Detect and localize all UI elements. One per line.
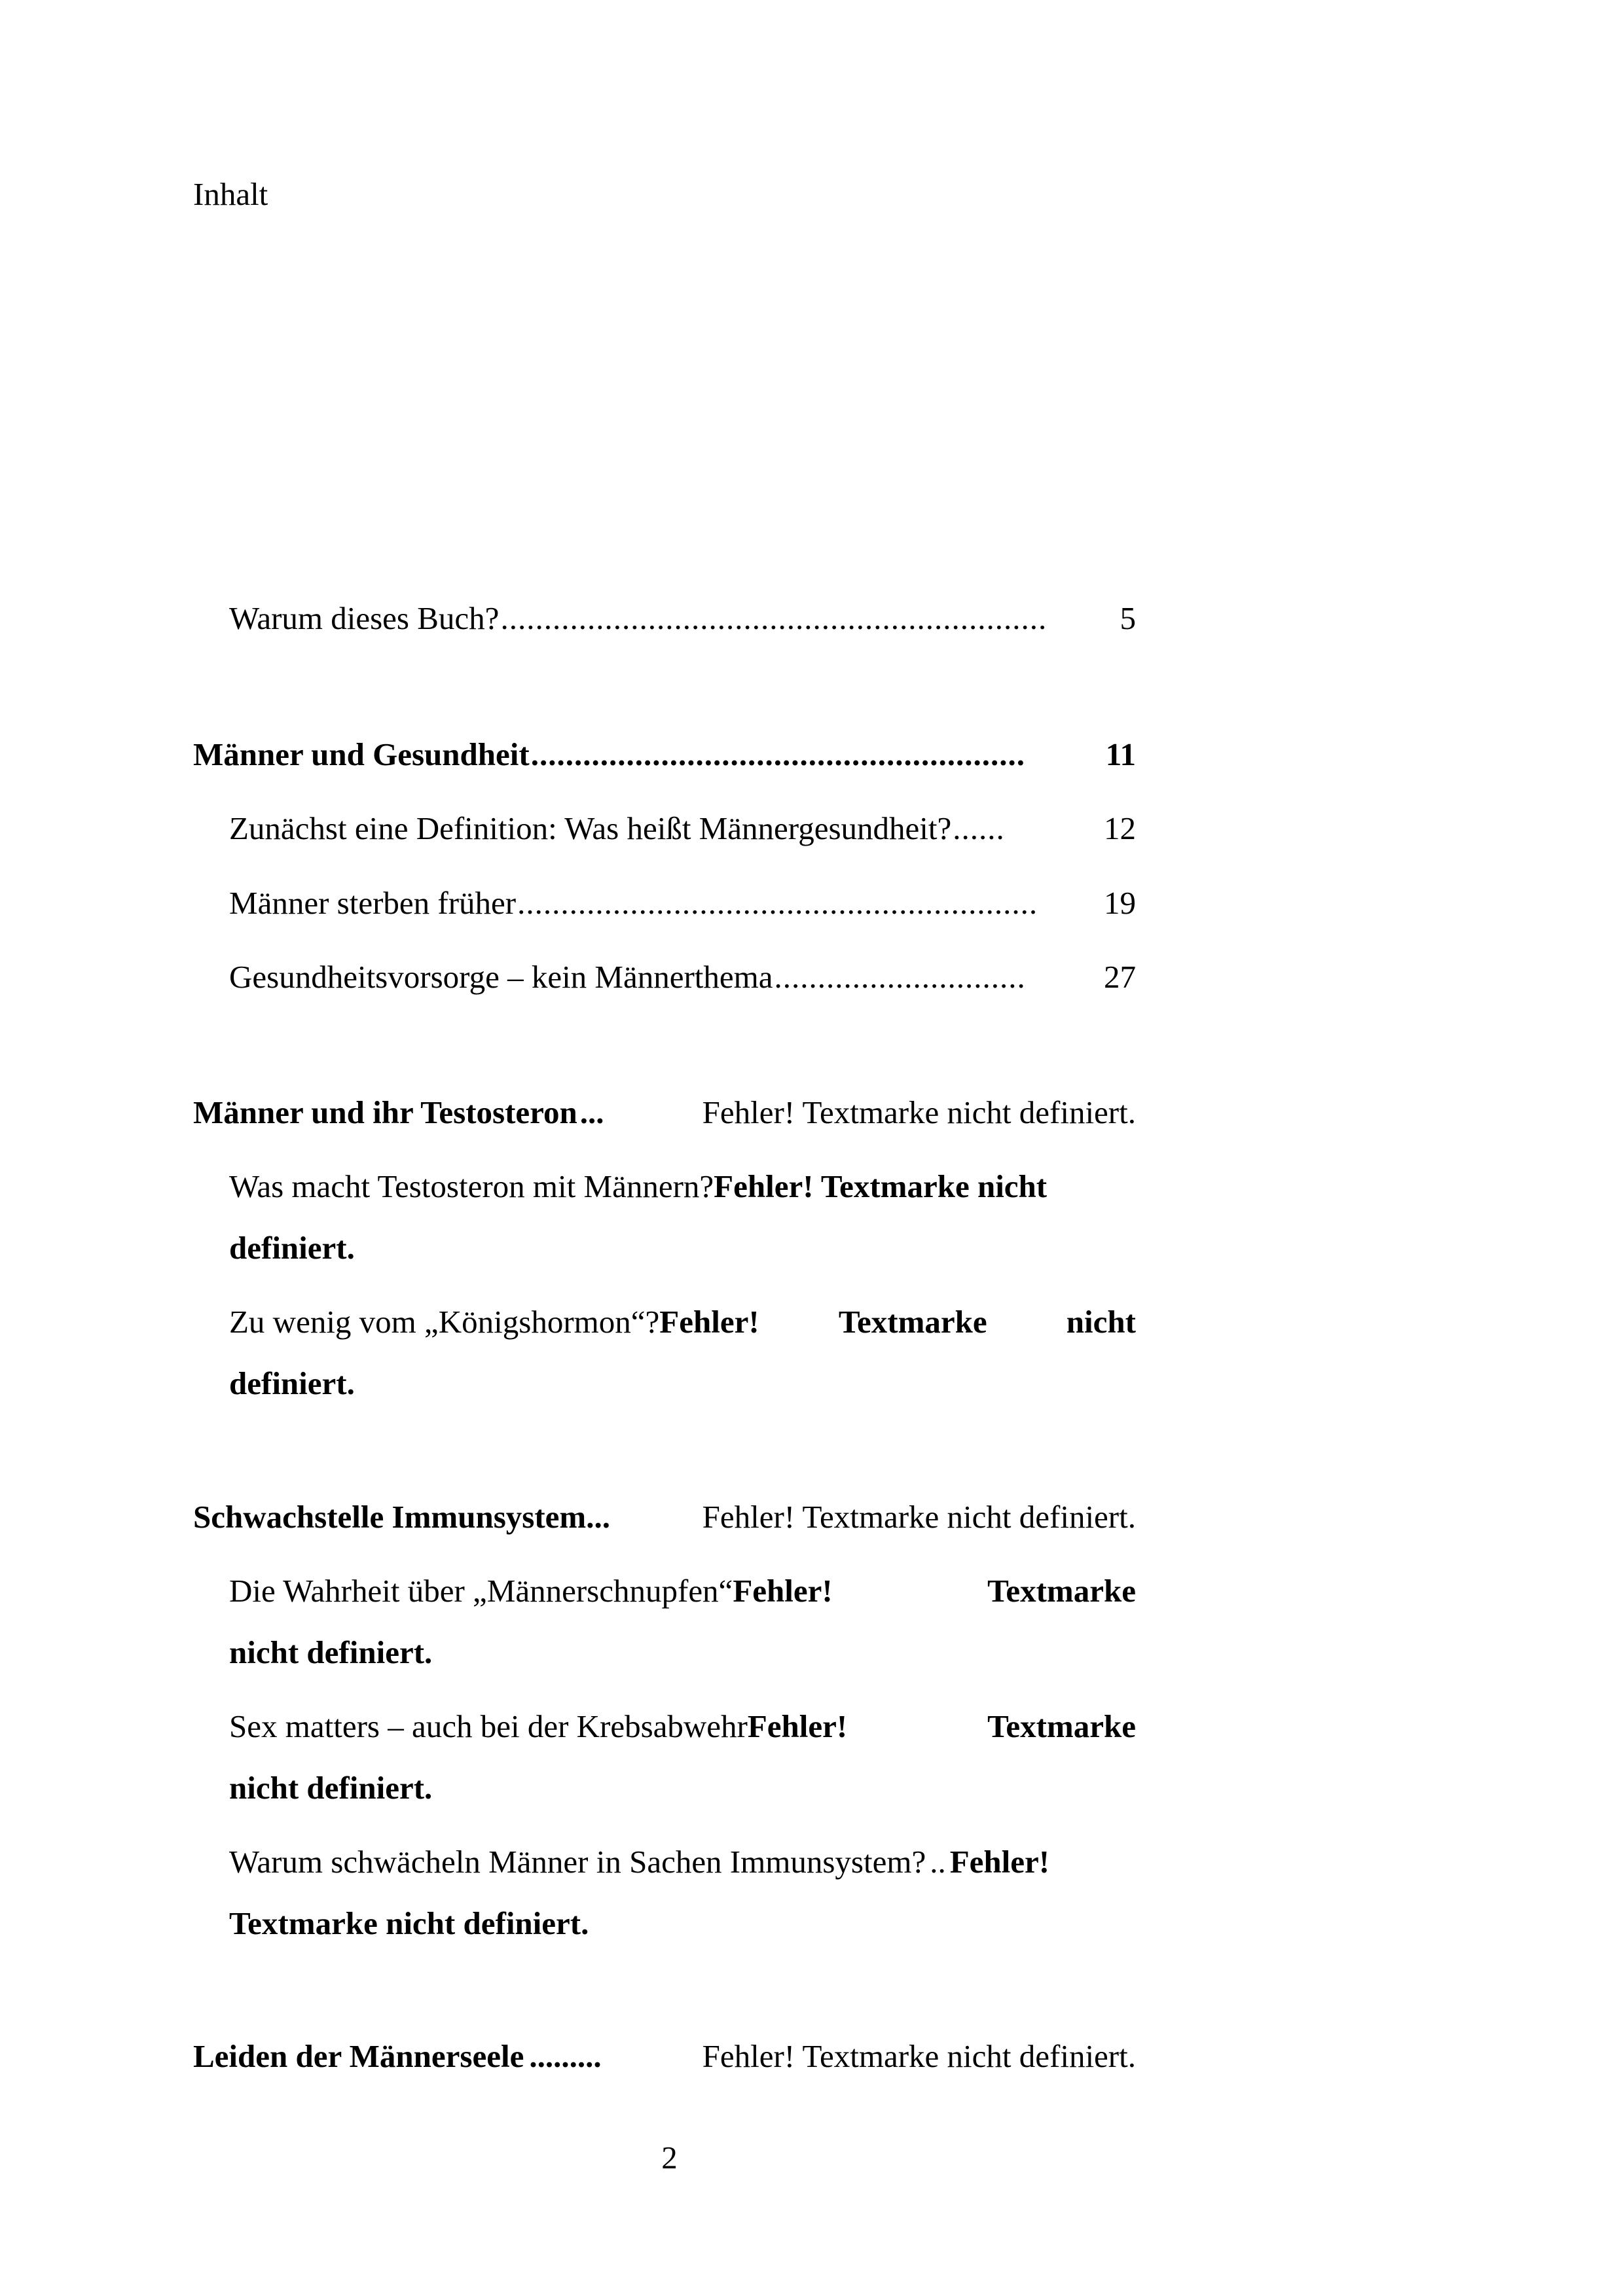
toc-chapter-title: Männer und Gesundheit [193, 736, 530, 772]
toc-chapter[interactable] [193, 2040, 1136, 2079]
toc-entry[interactable] [229, 1170, 1136, 1264]
toc-chapter[interactable] [193, 1501, 1136, 1540]
toc-entry-title: Was macht Testosteron mit Männern? [229, 1168, 714, 1204]
toc-error-word: Textmarke [838, 1304, 987, 1340]
toc-leader-dots: ...... [953, 812, 1005, 844]
toc-leader-dots: ............................................................ [517, 887, 1038, 919]
toc-entry-title: Die Wahrheit über „Männerschnupfen“ [229, 1573, 733, 1609]
toc-entry-title: Warum schwächeln Männer in Sachen Immunsystem? [229, 1844, 926, 1880]
toc-error-word: nicht [1066, 1304, 1136, 1340]
toc-leader-dots: ............................................................... [500, 602, 1048, 634]
toc-error-word: Fehler! [659, 1304, 759, 1340]
toc-entry[interactable] [229, 961, 1136, 1000]
toc-chapter[interactable] [193, 738, 1136, 778]
toc-error-message: Fehler! Textmarke nicht definiert. [702, 2038, 1136, 2074]
toc-entry[interactable] [229, 1846, 1136, 1939]
toc-leader-dots: .. [930, 1844, 946, 1880]
toc-entry-title: Zu wenig vom „Königshormon“? [229, 1304, 660, 1340]
toc-error-message-continued: definiert. [229, 1365, 355, 1401]
toc-error-message-continued: Textmarke nicht definiert. [229, 1905, 589, 1941]
toc-error-message: Fehler! Textmarke nicht [714, 1168, 1048, 1204]
toc-leader-dots: ......................................................... [530, 738, 1025, 770]
toc-error-message: Fehler! [949, 1844, 1050, 1880]
toc-chapter-title: Männer und ihr Testosteron [193, 1094, 577, 1130]
toc-leader-dots: ... [586, 1499, 610, 1535]
toc-entry-title: Gesundheitsvorsorge – kein Männerthema [229, 959, 773, 995]
toc-error-message-continued: nicht definiert. [229, 1770, 433, 1806]
toc-entry[interactable] [229, 1575, 1136, 1668]
toc-entry[interactable] [229, 812, 1136, 852]
toc-entry-title: Männer sterben früher [229, 885, 517, 921]
toc-page-number: 19 [1104, 885, 1136, 921]
toc-error-word: Fehler! [733, 1573, 833, 1609]
toc-chapter-title: Leiden der Männerseele [193, 2038, 524, 2074]
toc-page-number: 11 [1105, 736, 1136, 772]
toc-entry-title: Zunächst eine Definition: Was heißt Männergesundheit? [229, 810, 952, 846]
toc-chapter[interactable] [193, 1096, 1136, 1136]
toc-error-message: Fehler! Textmarke nicht definiert. [702, 1499, 1136, 1535]
toc-entry[interactable] [229, 887, 1136, 926]
toc-leader-dots: ... [579, 1094, 604, 1130]
toc-page-number: 12 [1104, 810, 1136, 846]
toc-entry-title: Sex matters – auch bei der Krebsabwehr [229, 1708, 748, 1744]
toc-error-word: Fehler! [747, 1708, 848, 1744]
toc-page-number: 27 [1104, 959, 1136, 995]
page-number: 2 [661, 2140, 678, 2176]
toc-chapter-title: Schwachstelle Immunsystem [193, 1499, 587, 1535]
toc-leader-dots: ............................. [774, 961, 1026, 993]
toc-entry[interactable] [229, 1710, 1136, 1804]
toc-error-message-continued: definiert. [229, 1230, 355, 1266]
toc-entry-title: Warum dieses Buch? [229, 600, 500, 636]
toc-entry[interactable] [229, 1306, 1136, 1399]
toc-page-number: 5 [1120, 600, 1136, 636]
toc-heading: Inhalt [193, 176, 268, 212]
toc-entry[interactable] [229, 602, 1136, 641]
toc-error-message-continued: nicht definiert. [229, 1634, 433, 1670]
toc-leader-dots: ......... [529, 2038, 602, 2074]
toc-error-message: Fehler! Textmarke nicht definiert. [702, 1094, 1136, 1130]
toc-error-word: Textmarke [987, 1708, 1136, 1744]
toc-error-word: Textmarke [987, 1573, 1136, 1609]
